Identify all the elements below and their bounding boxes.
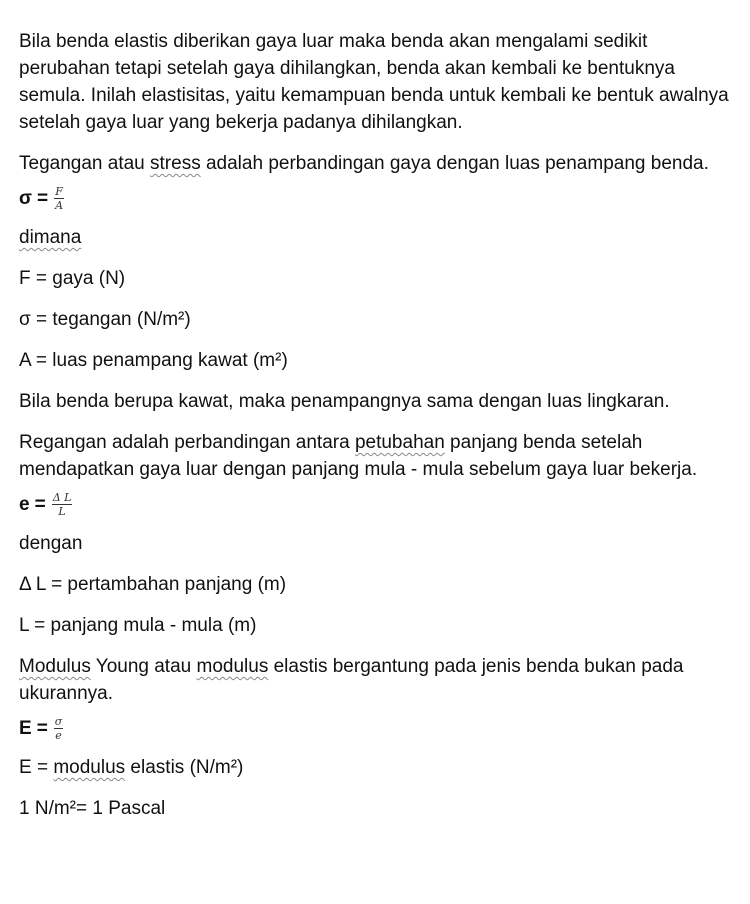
text-segment: E = — [19, 757, 54, 778]
paragraph-strain-definition — [19, 429, 730, 483]
formula-lhs: e — [19, 494, 30, 515]
formula-fraction — [54, 716, 64, 741]
definition-pascal: 1 N/m²= 1 Pascal — [19, 798, 166, 819]
fraction-numerator: σ — [54, 715, 63, 728]
fraction-denominator: A — [55, 199, 64, 212]
spellcheck-word-modulus: modulus — [53, 757, 126, 778]
label-dimana — [19, 224, 730, 251]
definition-force: F = gaya (N) — [19, 268, 126, 289]
spellcheck-word-stress: stress — [150, 153, 201, 174]
formula-fraction — [52, 492, 73, 517]
fraction-denominator: L — [58, 505, 66, 518]
definition-area: A = luas penampang kawat (m²) — [19, 350, 288, 371]
definition-initial-length: L = panjang mula - mula (m) — [19, 615, 257, 636]
formula-young-modulus — [19, 715, 730, 742]
formula-lhs: σ — [19, 188, 32, 209]
formula-strain — [19, 491, 730, 518]
formula-fraction — [54, 186, 64, 211]
paragraph-young-modulus — [19, 653, 730, 707]
text-segment: elastis (N/m²) — [125, 757, 244, 778]
definition-modulus — [19, 754, 730, 781]
text-segment: panjang benda setelah mendapatkan gaya luar dengan panjang mula - mula sebelum gaya luar bekerja. — [19, 432, 698, 480]
definition-stress: σ = tegangan (N/m²) — [19, 309, 191, 330]
formula-stress — [19, 185, 730, 212]
paragraph-elasticity-definition: Bila benda elastis diberikan gaya luar maka benda akan mengalami sedikit perubahan tetapi setelah gaya dihilangkan, benda akan kembali ke bentuknya semula. Inilah elastisitas, yaitu kemampuan benda untuk kembali ke bentuk awalnya setelah gaya luar yang bekerja padanya dihilangkan. — [19, 31, 729, 133]
text-segment: Tegangan atau — [19, 153, 151, 174]
formula-equals: = — [36, 718, 48, 739]
paragraph-stress-definition — [19, 150, 730, 177]
text-segment: adalah perbandingan gaya dengan luas penampang benda. — [200, 153, 709, 174]
spellcheck-word-modulus: Modulus — [19, 656, 91, 677]
label-dengan: dengan — [19, 533, 83, 554]
spellcheck-word-dimana: dimana — [19, 227, 82, 248]
text-segment: Regangan adalah perbandingan antara — [19, 432, 355, 453]
fraction-numerator: Δ L — [52, 491, 72, 504]
text-segment: Young atau — [90, 656, 197, 677]
spellcheck-word-modulus: modulus — [196, 656, 269, 677]
fraction-denominator: e — [55, 729, 62, 742]
formula-lhs: E — [19, 718, 32, 739]
definition-length-change: Δ L = pertambahan panjang (m) — [19, 574, 287, 595]
spellcheck-word-petubahan: petubahan — [354, 432, 445, 453]
formula-equals: = — [34, 494, 46, 515]
paragraph-wire-crosssection: Bila benda berupa kawat, maka penampangnya sama dengan luas lingkaran. — [19, 391, 670, 412]
fraction-numerator: F — [55, 185, 63, 198]
formula-equals: = — [37, 188, 49, 209]
text-segment: elastis bergantung pada jenis benda bukan pada ukurannya. — [19, 656, 684, 704]
